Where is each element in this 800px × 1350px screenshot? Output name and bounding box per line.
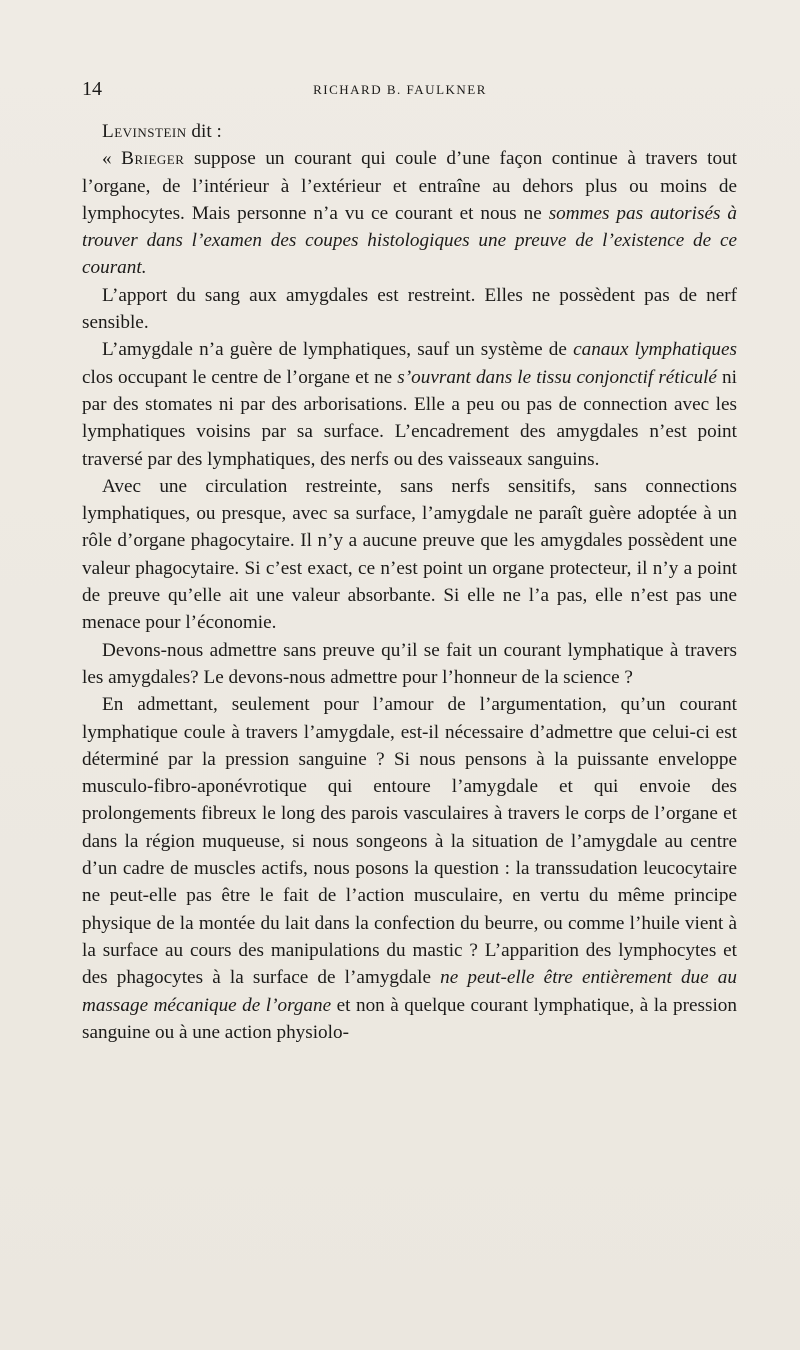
paragraph-p2 — [82, 145, 737, 281]
body-text — [82, 118, 737, 1046]
text-run: ni par des stomates ni par des arborisations. Elle a peu ou pas de connection avec les lymphatiques voisins par sa surface. L’encadrement des amygdales n’est point traversé par des lymphatiques, des nerfs ou des vaisseaux sanguins. — [82, 366, 737, 470]
paragraph-p5 — [82, 473, 737, 637]
text-run: et non à quelque courant lymphatique, à la pression sanguine ou à une action physiolo- — [82, 994, 737, 1043]
page-number: 14 — [82, 78, 102, 100]
text-run: clos occupant le centre de l’organe et ne — [82, 366, 398, 388]
text-run: L’apport du sang aux amygdales est restreint. Elles ne possèdent pas de nerf sensible. — [82, 284, 737, 334]
text-run: dit : — [186, 121, 222, 142]
paragraph-p6 — [82, 637, 737, 692]
paragraph-p1 — [82, 118, 737, 145]
paragraph-p4 — [82, 336, 737, 472]
author-name: Levinstein — [102, 121, 187, 142]
text-run: suppose un courant qui coule d’une façon continue à travers tout l’organe, de l’intérieur à l’extérieur et entraîne au dehors plus ou moins de lymphocytes. Mais personne n’a vu ce courant et nous ne — [82, 148, 738, 224]
italic-text: ne peut-elle être entièrement due au massage mécanique de l’organe — [82, 967, 737, 1016]
text-run: Avec une circulation restreinte, sans nerfs sensitifs, sans connections lymphatiques, ou presque, avec sa surface, l’amygdale ne paraît guère adoptée à un rôle d’organe phagocytaire. Il n’y a aucune preuve que les amygdales possèdent une valeur phagocytaire. Si c’est exact, ce n’est point un organe protecteur, il n’y a point de preuve qu’elle ait une valeur absorbante. Si elle ne l’a pas, elle n’est pas une menace pour l’économie. — [82, 475, 737, 634]
text-run: En admettant, seulement pour l’amour de l’argumentation, qu’un courant lymphatique coule à travers l’amygdale, est-il nécessaire d’admettre que celui-ci est déterminé par la pression sanguine ? Si nous pensons à la puissante enveloppe musculo-fibro-aponévrotique qui entoure l’amygdale et qui envoie des prolongements fibreux le long des parois vasculaires à travers le corps de l’organe et dans la région muqueuse, si nous songeons à la situation de l’amygdale au centre d’un cadre de muscles actifs, nous posons la question : la transsudation leucocytaire ne peut-elle pas être le fait de l’action musculaire, en vertu du même principe physique de la montée du lait dans la confection du beurre, ou comme l’huile vient à la surface au cours des manipulations du mastic ? L’apparition des lymphocytes et des phagocytes à la surface de l’amygdale — [82, 694, 737, 989]
text-run: « — [102, 148, 122, 170]
italic-text: canaux lymphatiques — [573, 339, 737, 361]
running-head: RICHARD B. FAULKNER — [313, 82, 487, 97]
italic-text: s’ouvrant dans le tissu conjonctif réticulé — [397, 366, 717, 388]
author-name: Brieger — [121, 148, 185, 170]
paragraph-p7 — [82, 691, 737, 1046]
text-run: L’amygdale n’a guère de lymphatiques, sauf un système de — [102, 339, 574, 361]
page-header — [82, 78, 718, 100]
italic-text: sommes pas autorisés à trouver dans l’examen des coupes histologiques une preuve de l’existence de ce courant. — [82, 202, 737, 279]
paragraph-p3 — [82, 282, 737, 337]
text-run: Devons-nous admettre sans preuve qu’il se fait un courant lymphatique à travers les amygdales? Le devons-nous admettre pour l’honneur de la science ? — [82, 639, 737, 688]
